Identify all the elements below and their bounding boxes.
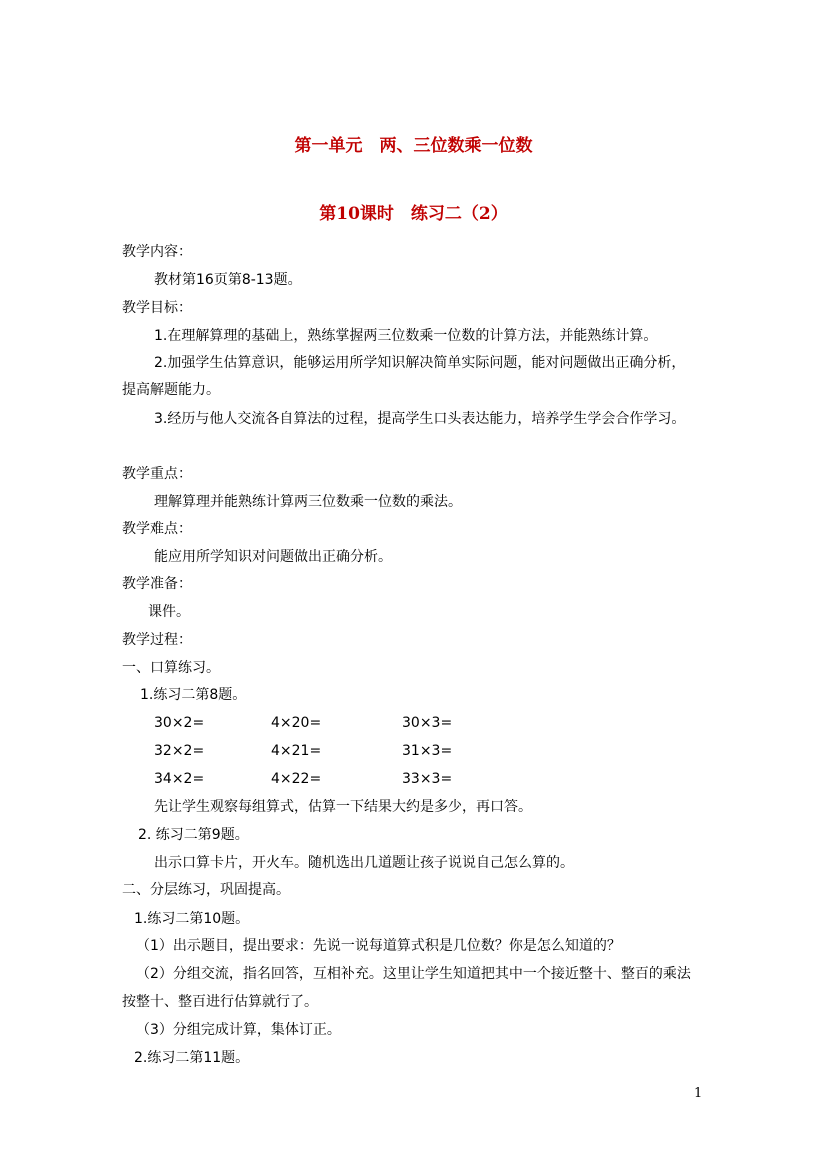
text-line: 2.练习二第11题。 — [134, 1050, 250, 1066]
text-line: （1）出示题目，提出要求：先说一说每道算式积是几位数？你是怎么知道的？ — [136, 938, 621, 954]
page-number: 1 — [694, 1086, 703, 1101]
math-expression: 31×3= — [402, 743, 453, 759]
text-line: 2. 练习二第9题。 — [138, 827, 249, 843]
math-expression: 34×2= — [154, 771, 205, 787]
text-line: 2.加强学生估算意识，能够运用所学知识解决简单实际问题，能对问题做出正确分析， — [154, 355, 686, 371]
section-heading: 教学难点： — [122, 521, 192, 537]
math-expression: 32×2= — [154, 743, 205, 759]
text-line: 1.在理解算理的基础上，熟练掌握两三位数乘一位数的计算方法，并能熟练计算。 — [154, 328, 658, 344]
text-line: 教材第16页第8-13题。 — [154, 272, 302, 288]
text-line: 提高解题能力。 — [122, 382, 220, 398]
section-heading: 教学准备： — [122, 576, 192, 592]
text-line: （2）分组交流，指名回答，互相补充。这里让学生知道把其中一个接近整十、整百的乘法 — [136, 966, 691, 982]
text-line: 按整十、整百进行估算就行了。 — [122, 994, 318, 1010]
text-line: 3.经历与他人交流各自算法的过程，提高学生口头表达能力，培养学生学会合作学习。 — [154, 411, 686, 427]
text-line: 1.练习二第8题。 — [140, 687, 247, 703]
lesson-subtitle: 第10课时 练习二（2） — [319, 204, 508, 224]
unit-title: 第一单元 两、三位数乘一位数 — [294, 136, 533, 156]
text-line: 二、分层练习，巩固提高。 — [122, 882, 290, 898]
text-line: 出示口算卡片，开火车。随机选出几道题让孩子说说自己怎么算的。 — [154, 855, 574, 871]
math-expression: 33×3= — [402, 771, 453, 787]
text-line: 理解算理并能熟练计算两三位数乘一位数的乘法。 — [154, 494, 462, 510]
section-heading: 教学过程： — [122, 632, 192, 648]
text-line: 能应用所学知识对问题做出正确分析。 — [154, 549, 392, 565]
math-expression: 4×22= — [271, 771, 322, 787]
text-line: 课件。 — [148, 604, 190, 620]
text-line: 一、口算练习。 — [122, 660, 220, 676]
section-heading: 教学重点： — [122, 466, 192, 482]
math-expression: 4×20= — [271, 715, 322, 731]
math-expression: 30×3= — [402, 715, 453, 731]
section-heading: 教学内容： — [122, 244, 192, 260]
text-line: 先让学生观察每组算式，估算一下结果大约是多少，再口答。 — [154, 799, 532, 815]
math-expression: 30×2= — [154, 715, 205, 731]
section-heading: 教学目标： — [122, 300, 192, 316]
math-expression: 4×21= — [271, 743, 322, 759]
text-line: 1.练习二第10题。 — [134, 911, 250, 927]
text-line: （3）分组完成计算，集体订正。 — [136, 1022, 341, 1038]
